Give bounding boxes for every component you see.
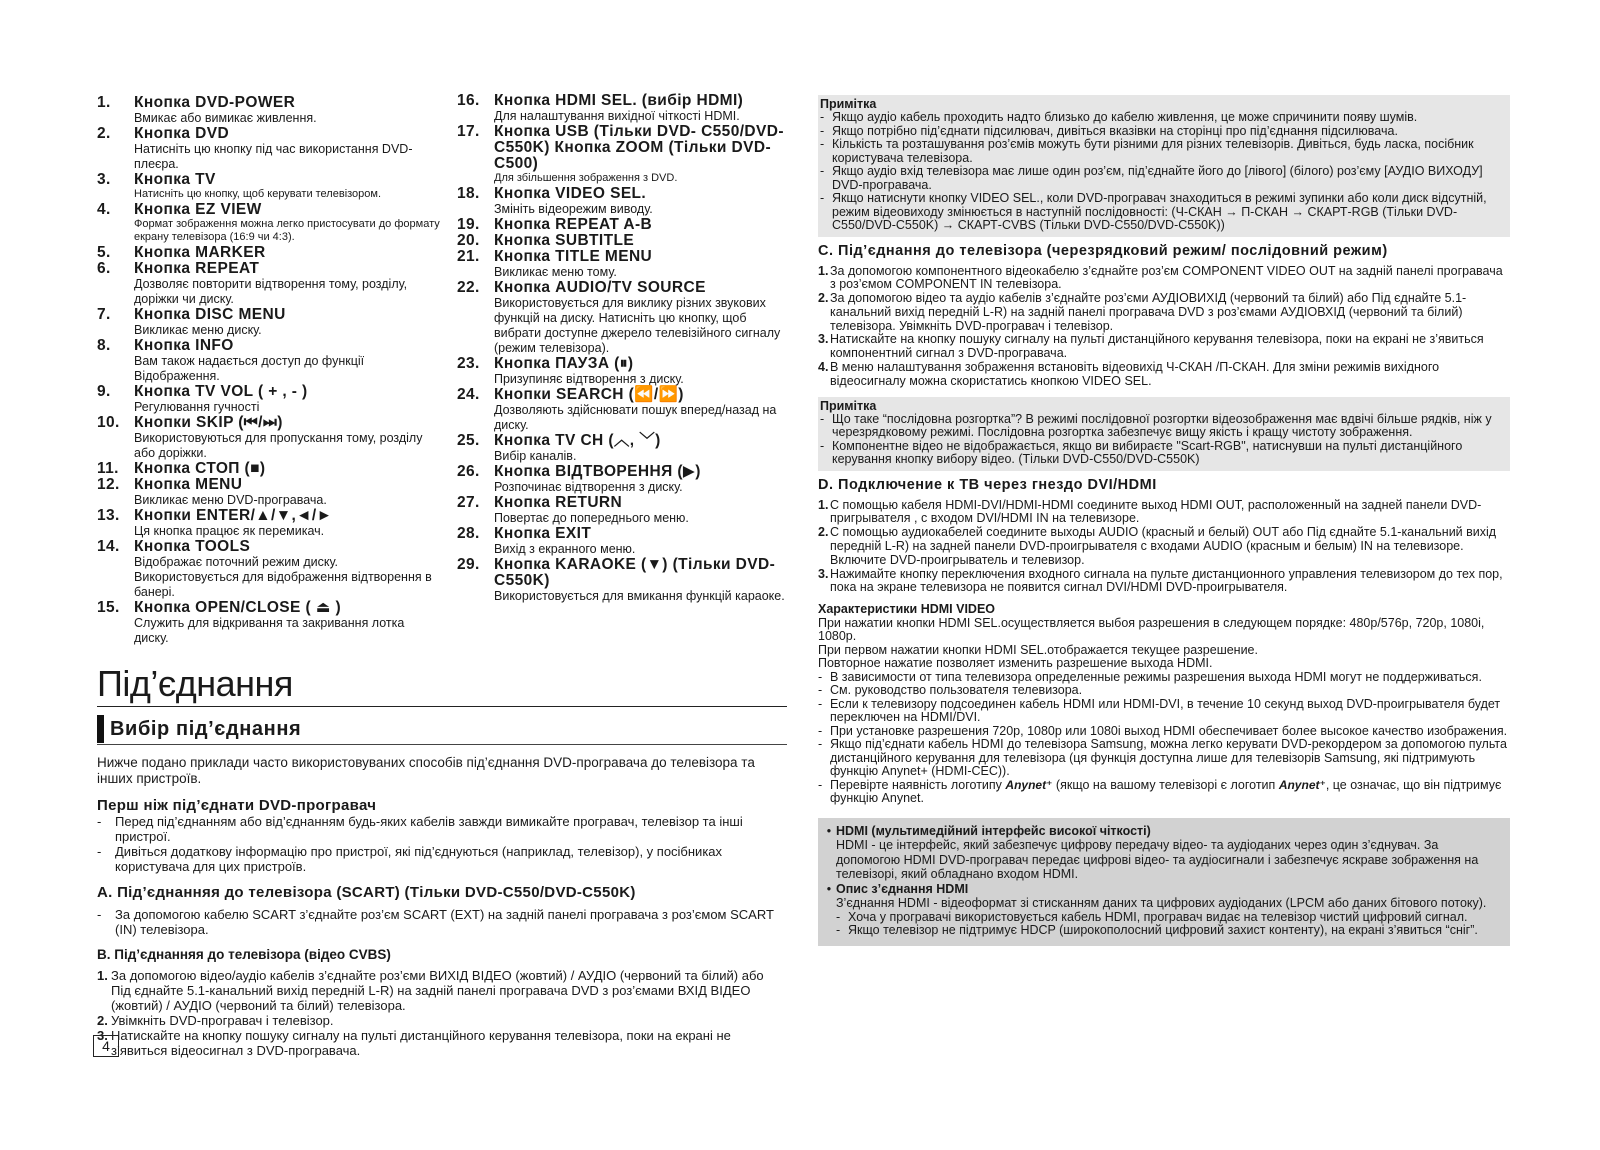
entry-title: Кнопка ВІДТВОРЕННЯ (▶) <box>494 462 701 480</box>
entry-number: 10. <box>97 413 120 431</box>
list-item-text: Якщо телевізор не підтримує HDCP (широкополосний цифровий захист контенту), на екрані з’явиться “сніг”. <box>848 923 1478 938</box>
button-entry <box>97 600 442 646</box>
item-text: За допомогою компонентного відеокабелю з’єднайте роз’єм COMPONENT VIDEO OUT на задній панелі програвача з роз’ємом COMPONENT IN телевізора. <box>830 263 1503 292</box>
button-entry <box>97 508 442 539</box>
entry-title: Кнопка ПАУЗА (⏸) <box>494 354 634 372</box>
entry-description: Використовується для виклику різних звукових функцій на диску. Натисніть цю кнопку, щоб вибрати доступне джерело телевізійного сигналу (режим телевізора). <box>494 295 781 355</box>
entry-description: Вам також надається доступ до функції Відображення. <box>134 353 365 383</box>
button-entry <box>457 124 792 186</box>
bullet-mark: - <box>818 683 823 698</box>
bullet-mark: - <box>818 669 823 684</box>
button-list-right <box>457 93 792 604</box>
entry-number: 9. <box>97 382 111 400</box>
button-entry-title <box>457 186 792 202</box>
item-text: В меню налаштування зображення встановіть відеовихід Ч-СКАН /П-СКАН. Для зміни режимів вихідного відеосигналу можна скористатись кнопкою VIDEO SEL. <box>830 360 1440 388</box>
button-entry <box>457 280 792 356</box>
item-text: Увімкніть DVD-програвач і телевізор. <box>111 1013 334 1028</box>
button-entry-title <box>97 245 442 261</box>
entry-number: 21. <box>457 247 480 265</box>
item-text: Натискайте на кнопку пошуку сигналу на пульті дистанційного керування телевізора, поки на екрані не з’явиться компонентний сигнал з DVD-програвача. <box>830 332 1484 361</box>
list-item-text: При установке разрешения 720p, 1080p или 1080i выход HDMI обеспечивает более высокое качество изображения. <box>830 723 1508 738</box>
entry-title: Кнопка TOOLS <box>134 537 251 555</box>
item-number: 3. <box>818 566 829 581</box>
button-entry-title <box>457 217 792 233</box>
list-item <box>97 844 787 874</box>
entry-description: Використовується для вмикання функцій караоке. <box>494 588 785 603</box>
button-entry-title <box>457 464 792 480</box>
subsection-title: Вибір під’єднання <box>110 717 302 740</box>
list-item <box>818 684 1510 698</box>
entry-title: Кнопка KARAOKE (▼) (Тільки DVD-C550K) <box>494 555 776 589</box>
section-b-title: B. Під’єднанняя до телевізора (відео CVBS) <box>97 947 391 962</box>
numbered-item <box>97 968 787 1013</box>
entry-title: Кнопка VIDEO SEL. <box>494 184 647 202</box>
subsection-heading <box>97 715 787 743</box>
bullet-mark: - <box>820 137 825 151</box>
note-box-1 <box>818 95 1510 237</box>
entry-number: 28. <box>457 524 480 542</box>
bullet-mark: - <box>818 737 823 752</box>
button-entry-title <box>97 508 442 524</box>
item-text: Нажимайте кнопку переключения входного сигнала на пульте дистанционного управления телевизором до тех пор, пока на экране телевизора не появится сигнал DVI/HDMI DVD-проигрывателя. <box>830 566 1503 595</box>
bullet-mark: - <box>836 909 841 924</box>
button-entry-title <box>97 477 442 493</box>
button-entry-title <box>457 433 792 449</box>
hdmi-bullet: • Опис з’єднання HDMI <box>826 881 969 896</box>
entry-number: 3. <box>97 171 111 188</box>
entry-number: 23. <box>457 354 480 372</box>
list-item <box>818 725 1510 739</box>
button-entry-title <box>97 126 442 142</box>
item-number: 2. <box>818 525 829 540</box>
entry-number: 1. <box>97 94 111 111</box>
entry-number: 11. <box>97 459 119 477</box>
note-title: Примітка <box>820 398 877 413</box>
numbered-item <box>818 361 1510 389</box>
button-entry-title <box>97 338 442 354</box>
button-entry <box>457 356 792 387</box>
entry-title: Кнопка TV CH (︿, ﹀) <box>494 431 661 449</box>
bullet-mark: - <box>97 814 102 829</box>
item-number: 1. <box>818 497 829 512</box>
button-entry-title <box>97 261 442 277</box>
before-title: Перш ніж під’єднати DVD-програвач <box>97 797 377 814</box>
entry-description: Формат зображення можна легко пристосувати до формату екрану телевізора (16:9 чи 4:3). <box>134 217 440 243</box>
numbered-item <box>97 1013 787 1028</box>
list-item <box>836 924 1502 938</box>
anynet-logo-icon: Anynet⁺ <box>1005 777 1053 792</box>
list-item-text: См. руководство пользователя телевизора. <box>830 683 1083 698</box>
hdmi-bullet-desc: З’єднання HDMI - відеоформат зі стисканням даних та цифрових аудіоданих (LPCM або даних бітового потоку). <box>836 896 1487 911</box>
note-title: Примітка <box>820 97 877 111</box>
entry-title: Кнопка RETURN <box>494 493 623 511</box>
button-entry <box>457 249 792 280</box>
button-entry <box>97 172 442 202</box>
entry-number: 16. <box>457 92 480 109</box>
entry-title: Кнопка HDMI SEL. (вибір HDMI) <box>494 92 744 109</box>
bullet-mark: - <box>820 411 825 426</box>
entry-description: Для збільшення зображення з DVD. <box>494 172 678 184</box>
entry-title: Кнопка MARKER <box>134 243 266 261</box>
button-entry-title <box>97 202 442 218</box>
list-item <box>97 814 787 844</box>
bullet-mark: - <box>820 164 825 178</box>
button-entry <box>97 202 442 245</box>
entry-title: Кнопка MENU <box>134 475 243 493</box>
button-entry <box>97 415 442 461</box>
list-item <box>820 413 1504 440</box>
button-entry-title <box>97 461 442 477</box>
entry-title: Кнопка СТОП (■) <box>134 459 266 477</box>
item-text: За допомогою відео та аудіо кабелів з’єднайте роз’єми АУДІОВИХІД (червоний та білий) або Під єднайте 5.1-канальний вихід передній L-R) на задній панелі програвача DVD з роз’ємами АУДІОВХІД (червоний та білий) телевізора. Увімкніть DVD-програвач і телевізор. <box>830 291 1467 333</box>
connection-section <box>97 664 787 1058</box>
entry-description: Служить для відкривання та закривання лотка диску. <box>134 615 405 645</box>
list-item-text: Перед під’єднанням або від’єднанням будь-яких кабелів завжди вимикайте програвач, телевізор та інші пристрої. <box>115 814 743 844</box>
list-item <box>818 698 1510 725</box>
entry-number: 26. <box>457 462 480 480</box>
entry-title: Кнопка REPEAT <box>134 259 260 277</box>
entry-description: Призупиняє відтворення з диску. <box>494 371 684 386</box>
button-entry-title <box>457 387 792 403</box>
section-a-title: A. Під’єднанняя до телевізора (SCART) (Тільки DVD-C550/DVD-C550K) <box>97 884 636 901</box>
entry-title: Кнопка AUDIO/TV SOURCE <box>494 278 706 296</box>
entry-title: Кнопка OPEN/CLOSE ( ⏏ ) <box>134 598 342 616</box>
entry-number: 22. <box>457 278 480 296</box>
entry-description: Ця кнопка працює як перемикач. <box>134 523 325 538</box>
list-item <box>820 192 1504 233</box>
hdmi-line: Повторное нажатие позволяет изменить разрешение выхода HDMI. <box>818 656 1213 671</box>
item-number: 2. <box>97 1013 108 1028</box>
button-entry <box>457 93 792 124</box>
note-box-2 <box>818 397 1510 471</box>
section-title: Під’єднання <box>97 663 293 704</box>
hdmi-title: Характеристики HDMI VIDEO <box>818 602 996 617</box>
entry-description: Натисніть цю кнопку, щоб керувати телевізором. <box>134 188 382 200</box>
numbered-item <box>818 568 1510 596</box>
right-column <box>818 95 1510 946</box>
list-item <box>820 165 1504 192</box>
item-text: С помощью аудиокабелей соедините выходы AUDIO (красный и белый) OUT або Під єднайте 5.1-канальний вихід передній L-R) на задней панели DVD-проигрывателя с входами AUDIO (красным и белым) IN на телевизоре. Включите DVD-проигрыватель и телевизор. <box>830 525 1497 567</box>
hdmi-characteristics <box>818 603 1510 806</box>
button-entry-title <box>97 415 442 431</box>
entry-description: Для налаштування вихідної чіткості HDMI. <box>494 109 740 123</box>
list-item-text: Дивіться додаткову інформацію про пристрої, які під’єднуються (наприклад, телевізор), у посібниках користувача для цих пристроїв. <box>115 844 723 874</box>
hdmi-line: При первом нажатии кнопки HDMI SEL.отображается текущее разрешение. <box>818 642 1258 657</box>
button-entry <box>457 526 792 557</box>
entry-title: Кнопки ENTER/▲/▼,◄/► <box>134 506 333 524</box>
list-item <box>820 111 1504 125</box>
button-entry-title <box>457 124 792 172</box>
entry-description: Використовуються для пропускання тому, розділу або доріжки. <box>134 430 423 460</box>
item-number: 1. <box>97 968 108 983</box>
entry-description: Вибір каналів. <box>494 448 577 463</box>
button-entry <box>97 307 442 338</box>
entry-title: Кнопка SUBTITLE <box>494 231 635 249</box>
list-item-text: Якщо натиснути кнопку VIDEO SEL., коли DVD-програвач знаходиться в режимі зупинки або коли диск відсутній, режим відеовиходу змінюється в наступній послідовності: (Ч-СКАН → П-СКАН → СКАРТ-RGB (Тільки DVD-C550/DVD-C550K) → СКАРТ-CVBS (Тільки DVD-C550/DVD-C550K)) <box>832 191 1487 232</box>
entry-description: Дозволяє повторити відтворення тому, розділу, доріжки чи диску. <box>134 276 408 306</box>
entry-title: Кнопка DVD-POWER <box>134 94 296 111</box>
entry-description: Повертає до попереднього меню. <box>494 510 689 525</box>
entry-title: Кнопка REPEAT A-B <box>494 215 653 233</box>
entry-number: 2. <box>97 125 111 142</box>
entry-description: Змініть відеорежим виводу. <box>494 201 653 216</box>
list-item-text: За допомогою кабелю SCART з’єднайте роз’єм SCART (EXT) на задній панелі програвача з роз’ємом SCART (IN) телевізора. <box>115 907 774 937</box>
button-entry <box>457 217 792 233</box>
item-number: 3. <box>97 1028 108 1043</box>
bullet-mark: - <box>818 723 823 738</box>
entry-number: 15. <box>97 598 120 616</box>
bullet-mark: - <box>97 907 102 922</box>
button-entry-title <box>457 557 792 589</box>
section-a-list <box>97 907 787 937</box>
title-rule <box>97 706 787 707</box>
list-item-text: Если к телевизору подсоединен кабель HDMI или HDMI-DVI, в течение 10 секунд выход DVD-проигрывателя будет переключен на HDMI/DVI. <box>830 696 1501 725</box>
button-entry <box>97 384 442 415</box>
button-entry <box>457 186 792 217</box>
intro-text: Нижче подано приклади часто використовуваних способів під’єднання DVD-програвача до телевізора та інших пристроїв. <box>97 755 755 786</box>
list-item <box>820 125 1504 139</box>
button-entry <box>457 233 792 249</box>
list-item-text: Кількість та розташування роз’ємів можуть бути різними для різних телевізорів. Дивіться, будь ласка, посібник користувача телевізора. <box>832 137 1474 165</box>
numbered-item <box>818 499 1510 527</box>
bullet-mark: - <box>820 438 825 453</box>
button-entry-title <box>457 526 792 542</box>
entry-number: 17. <box>457 123 480 140</box>
entry-number: 20. <box>457 231 480 249</box>
entry-number: 14. <box>97 537 120 555</box>
entry-description: Регулювання гучності <box>134 399 260 414</box>
entry-number: 24. <box>457 385 480 403</box>
section-b-list <box>97 968 787 1058</box>
bullet-mark: - <box>820 191 825 205</box>
button-entry-title <box>457 93 792 109</box>
button-entry <box>97 338 442 384</box>
entry-title: Кнопка EZ VIEW <box>134 200 262 218</box>
list-item-text: Якщо потрібно під’єднати підсилювач, дивіться вказівки на сторінці про під’єднання підсилювача. <box>832 123 1398 138</box>
hdmi-bullet-desc: HDMI - це інтерфейс, який забезпечує цифрову передачу відео- та аудіоданих через один з’єднувач. За допомогою HDMI DVD-програвач передає цифрові відео- та аудіосигнали і забезпечує яскраве зображення на телевізорі, який обладнано входом HDMI. <box>836 838 1479 882</box>
item-text: С помощью кабеля HDMI-DVI/HDMI-HDMI соедините выход HDMI OUT, расположенный на задней панели DVD-пригрывателя , с входом DVI/HDMI IN на телевизоре. <box>830 497 1482 526</box>
entry-number: 4. <box>97 200 111 218</box>
button-entry-title <box>457 233 792 249</box>
hdmi-info-box <box>818 818 1510 946</box>
section-d-list <box>818 499 1510 596</box>
list-item-text: В зависимости от типа телевизора определенные режимы разрешения выхода HDMI могут не поддерживаться. <box>830 669 1482 684</box>
numbered-item <box>818 265 1510 293</box>
button-entry <box>457 387 792 433</box>
list-item <box>836 911 1502 925</box>
button-entry-title <box>457 356 792 372</box>
list-item <box>820 440 1504 467</box>
entry-number: 12. <box>97 475 120 493</box>
button-entry-title <box>457 280 792 296</box>
entry-title: Кнопка INFO <box>134 336 234 354</box>
before-list <box>97 814 787 874</box>
hdmi-bullet: • HDMI (мультимедійний інтерфейс високої чіткості) <box>826 823 1151 838</box>
entry-title: Кнопки SKIP (⏮/⏭) <box>134 413 283 431</box>
entry-number: 29. <box>457 555 480 573</box>
entry-title: Кнопка TV <box>134 171 216 188</box>
button-entry-title <box>97 172 442 188</box>
bullet-mark: - <box>836 923 841 938</box>
numbered-item <box>818 292 1510 333</box>
item-number: 1. <box>818 263 829 278</box>
entry-title: Кнопка EXIT <box>494 524 592 542</box>
item-number: 4. <box>818 360 829 375</box>
hdmi-line: При нажатии кнопки HDMI SEL.осуществляется выбоя разрешения в следующем порядке: 480p/576p, 720p, 1080i, 1080p. <box>818 615 1485 644</box>
list-item <box>818 738 1510 779</box>
entry-description: Вихід з екранного меню. <box>494 541 636 556</box>
section-d-title: D. Подключение к ТВ через гнездо DVI/HDMI <box>818 476 1157 493</box>
numbered-item <box>818 333 1510 361</box>
entry-description: Натисніть цю кнопку під час використання DVD-плеєра. <box>134 142 413 171</box>
list-item-text: Компонентне відео не відображається, якщо ви вибираєте "Scart-RGB", натиснувши на пульті дистанційного керування кнопку вибору відео. (Тільки DVD-C550/DVD-C550K) <box>832 438 1463 467</box>
button-entry <box>97 245 442 261</box>
entry-number: 25. <box>457 431 480 449</box>
entry-title: Кнопка DISC MENU <box>134 305 286 323</box>
bullet-mark: - <box>97 844 102 859</box>
numbered-item <box>97 1028 787 1058</box>
entry-description: Вмикає або вимикає живлення. <box>134 111 317 125</box>
entry-description: Розпочинає відтворення з диску. <box>494 479 683 494</box>
entry-number: 7. <box>97 305 111 323</box>
anynet-logo-icon: Anynet⁺ <box>1278 777 1326 792</box>
button-entry <box>97 461 442 477</box>
entry-description: Відображає поточний режим диску. Використовується для відображення відтворення в банері. <box>134 554 432 599</box>
list-item <box>818 671 1510 685</box>
bullet-mark: - <box>820 123 825 138</box>
section-c-list <box>818 265 1510 389</box>
button-entry <box>457 557 792 604</box>
button-list-left <box>97 95 442 646</box>
section-c-title: C. Під’єднання до телевізора (черезрядковий режим/ послідовний режим) <box>818 242 1388 259</box>
button-entry <box>457 433 792 464</box>
button-entry <box>457 464 792 495</box>
heading-bar <box>97 715 104 743</box>
entry-description: Викликає меню тому. <box>494 264 617 279</box>
entry-title: Кнопки SEARCH (⏪/⏩) <box>494 385 684 403</box>
list-item-text: Що таке “послідовна розгортка”? В режимі послідовної розгортки відеозображення має вдвічі більше рядків, ніж у черезрядковому режимі. Послідовна розгортка забезпечує вищу якість і кращу чистоту зображення. <box>832 411 1492 440</box>
list-item-text: Якщо аудіо вхід телевізора має лише один роз’єм, під’єднайте його до [лівого] (білого) роз’єму [АУДІО ВИХОДУ] DVD-програвача. <box>832 164 1483 192</box>
entry-title: Кнопка TV VOL ( + , - ) <box>134 382 308 400</box>
entry-title: Кнопка TITLE MENU <box>494 247 653 265</box>
button-entry-title <box>97 384 442 400</box>
button-entry <box>97 126 442 172</box>
entry-description: Дозволяють здійснювати пошук вперед/назад на диску. <box>494 402 777 432</box>
button-entry-title <box>457 249 792 265</box>
bullet-mark: - <box>818 696 823 711</box>
list-item <box>97 907 787 937</box>
item-number: 3. <box>818 332 829 347</box>
entry-title: Кнопка DVD <box>134 125 230 142</box>
button-entry <box>97 95 442 126</box>
entry-number: 8. <box>97 336 111 354</box>
entry-description: Викликає меню диску. <box>134 322 262 337</box>
button-entry <box>457 495 792 526</box>
list-item-text: Якщо під’єднати кабель HDMI до телевізора Samsung, можна легко керувати DVD-рекордером за допомогою пульта дистанційного керування для телевізора (ця функція доступна лише для телевізорів Samsung, які підтримують функцію Anynet+ (HDMI-CEC)). <box>830 737 1507 779</box>
subsection-rule <box>97 744 787 745</box>
entry-description: Викликає меню DVD-програвача. <box>134 492 327 507</box>
item-text: Натискайте на кнопку пошуку сигналу на пульті дистанційного керування телевізора, поки на екрані не з’явиться відеосигнал з DVD-програвача. <box>111 1028 731 1058</box>
list-item-text: Якщо аудіо кабель проходить надто близько до кабелю живлення, це може спричинити появу шумів. <box>832 110 1418 124</box>
entry-title: Кнопка USB (Тільки DVD- C550/DVD-C550K) Кнопка ZOOM (Тільки DVD-C500) <box>494 123 784 172</box>
numbered-item <box>818 526 1510 567</box>
button-entry-title <box>97 539 442 555</box>
entry-number: 5. <box>97 243 111 261</box>
list-item-text: Хоча у програвачі використовується кабель HDMI, програвач видає на телевізор чистий цифровий сигнал. <box>848 909 1468 924</box>
button-entry-title <box>97 307 442 323</box>
button-entry <box>97 539 442 600</box>
list-item <box>820 138 1504 165</box>
button-entry <box>97 477 442 508</box>
button-entry-title <box>97 600 442 616</box>
button-entry-title <box>97 95 442 111</box>
button-entry-title <box>457 495 792 511</box>
item-text: За допомогою відео/аудіо кабелів з’єднайте роз’єми ВИХІД ВІДЕО (жовтий) / АУДІО (червоний та білий) або Під єднайте 5.1-канальний вихід передній L-R) на задній панелі програвача DVD з роз’ємами ВХІД ВІДЕО (жовтий) / АУДІО (червоний та білий) телевізора. <box>111 968 764 1013</box>
entry-number: 19. <box>457 215 480 233</box>
entry-number: 6. <box>97 259 111 277</box>
entry-number: 13. <box>97 506 120 524</box>
button-entry <box>97 261 442 307</box>
item-number: 2. <box>818 291 829 306</box>
page-number: 4 <box>93 1035 119 1057</box>
entry-number: 27. <box>457 493 480 511</box>
entry-number: 18. <box>457 184 480 202</box>
bullet-mark: - <box>820 110 825 124</box>
anynet-line: - Перевірте наявність логотипу Anynet⁺ (якщо на вашому телевізорі є логотип Anynet⁺, це означає, що він підтримує функцію Anynet. <box>818 777 1502 806</box>
